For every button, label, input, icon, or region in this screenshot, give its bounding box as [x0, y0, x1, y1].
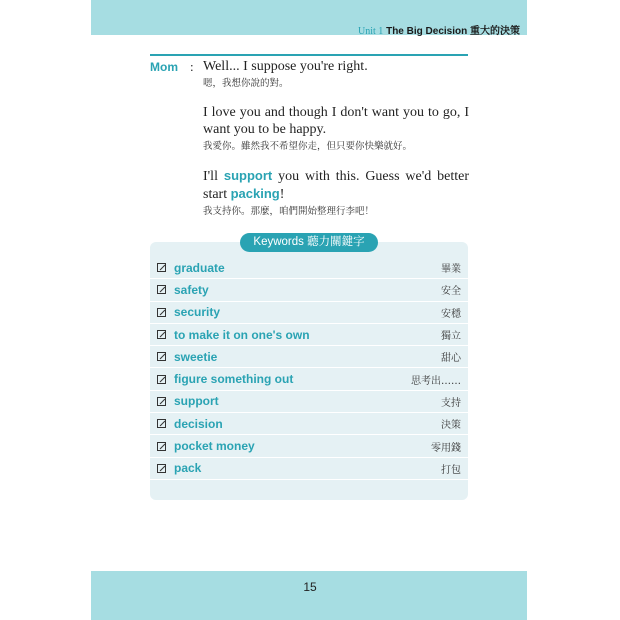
- keyword-translation: 獨立: [441, 331, 461, 343]
- keyword-translation: 零用錢: [431, 442, 461, 454]
- keyword-term: security: [174, 305, 221, 320]
- keyword-term: support: [174, 394, 219, 409]
- dialogue-line-zh: 我支持你。那麼，咱們開始整理行李吧！: [203, 206, 375, 217]
- keyword-term: graduate: [174, 260, 225, 275]
- dialogue-line-en: [203, 167, 469, 203]
- dialogue-text: I'll: [203, 169, 224, 184]
- dialogue-text: !: [279, 187, 285, 202]
- checkbox-icon: [157, 442, 166, 451]
- dialogue-text: you with this. Guess we'd better start: [203, 169, 469, 202]
- divider-line: [150, 54, 468, 56]
- checkbox-icon: [157, 352, 166, 361]
- keyword-row: [150, 413, 468, 435]
- keyword-term: safety: [174, 282, 209, 297]
- keyword-term: sweetie: [174, 349, 218, 364]
- unit-label: Unit 1: [358, 26, 384, 37]
- keyword-row: [150, 435, 468, 457]
- keyword-translation: 思考出……: [411, 375, 461, 387]
- keyword-list: [150, 257, 468, 480]
- checkbox-icon: [157, 464, 166, 473]
- page-number: 15: [303, 580, 317, 594]
- unit-title: The Big Decision 重大的決策: [386, 26, 520, 37]
- keyword-row: [150, 346, 468, 368]
- speaker-colon: :: [190, 59, 194, 74]
- keyword-row: [150, 458, 468, 480]
- keyword-row: [150, 257, 468, 279]
- keyword-translation: 支持: [441, 397, 461, 409]
- keyword-translation: 安全: [441, 286, 461, 298]
- keyword-term: to make it on one's own: [174, 327, 310, 342]
- keyword-translation: 決策: [441, 420, 461, 432]
- keyword-row: [150, 368, 468, 390]
- dialogue-line-zh: 我愛你。雖然我不希望你走，但只要你快樂就好。: [203, 141, 413, 152]
- checkbox-icon: [157, 263, 166, 272]
- checkbox-icon: [157, 285, 166, 294]
- keyword-term: figure something out: [174, 372, 294, 387]
- keyword-translation: 畢業: [441, 264, 461, 276]
- dialogue-line-en: Well... I suppose you're right.: [203, 59, 368, 74]
- keyword-row: [150, 324, 468, 346]
- keyword-row: [150, 302, 468, 324]
- speaker-label: Mom: [150, 60, 178, 74]
- keyword-highlight: packing: [230, 186, 280, 201]
- keyword-translation: 安穩: [441, 308, 461, 320]
- dialogue-block: [203, 58, 469, 218]
- checkbox-icon: [157, 419, 166, 428]
- checkbox-icon: [157, 375, 166, 384]
- keyword-row: [150, 279, 468, 301]
- dialogue-line-en: I love you and though I don't want you to go, I want you to be happy.: [203, 105, 469, 137]
- unit-header: [358, 22, 520, 37]
- keyword-term: pack: [174, 461, 202, 476]
- keyword-term: decision: [174, 416, 223, 431]
- keyword-term: pocket money: [174, 439, 255, 454]
- keyword-highlight: support: [223, 168, 273, 183]
- checkbox-icon: [157, 330, 166, 339]
- footer-band: [91, 571, 527, 620]
- dialogue-line-zh: 嗯，我想你說的對。: [203, 78, 289, 89]
- keyword-translation: 打包: [441, 464, 461, 476]
- keyword-row: [150, 391, 468, 413]
- keyword-translation: 甜心: [441, 353, 461, 365]
- keywords-title: Keywords 聽力關鍵字: [240, 233, 378, 252]
- checkbox-icon: [157, 397, 166, 406]
- checkbox-icon: [157, 308, 166, 317]
